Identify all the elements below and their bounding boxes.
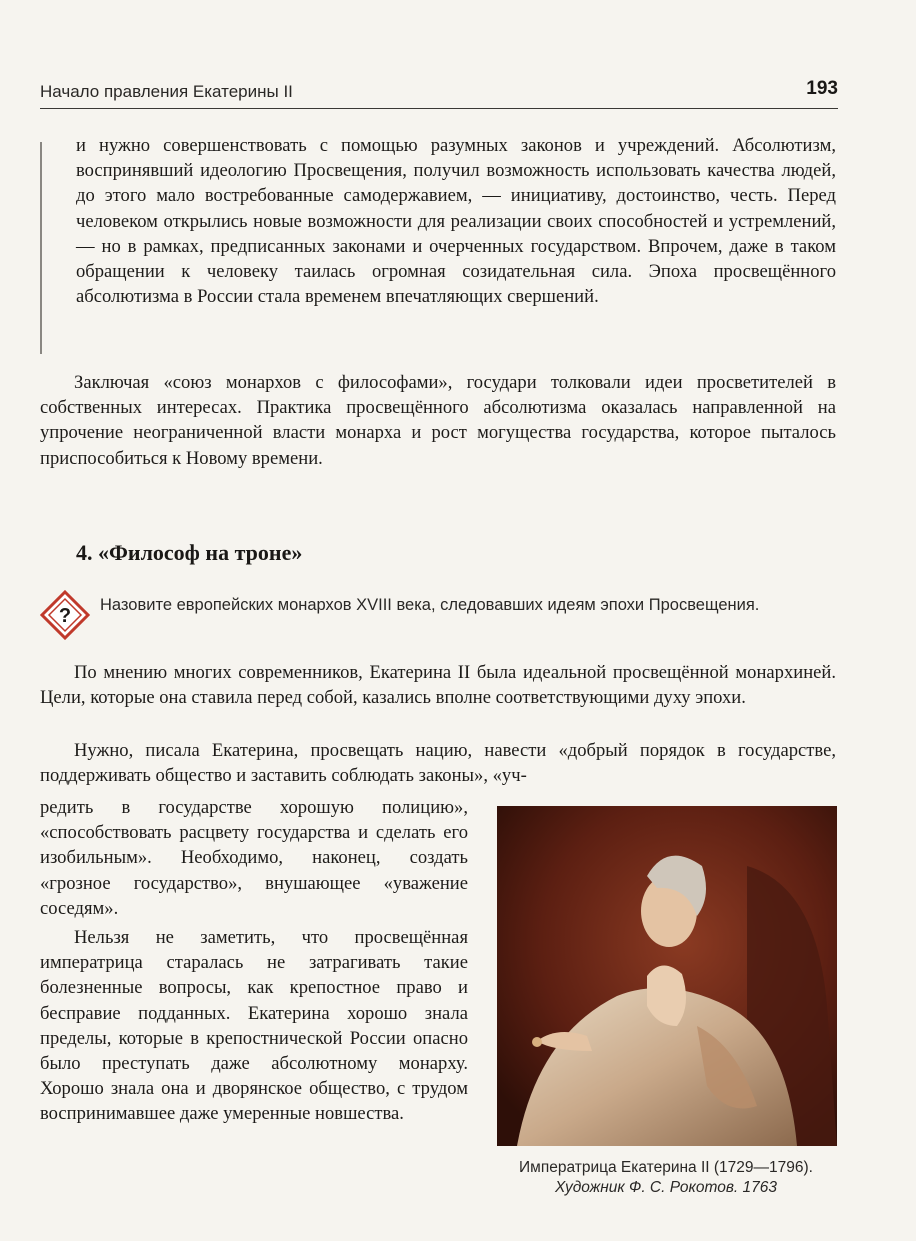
portrait-image xyxy=(497,806,837,1146)
note-block xyxy=(76,133,836,309)
body-paragraph-1 xyxy=(40,370,836,471)
paragraph-text: Нельзя не заметить, что просвещённая императрица старалась не затрагивать такие болезненные вопросы, как крепостное право и бесправие подданных. Екатерина хорошо знала пределы, которые в крепостнической России опасно было преступать даже абсолютному монарху. Хорошо знала она и дворянское общество, с трудом воспринимавшее даже умеренные новшества. xyxy=(40,927,468,1125)
question-symbol: ? xyxy=(58,605,72,627)
paragraph-text: Заключая «союз монархов с философами», государи толковали идеи просветителей в собственных интересах. Практика просвещённого абсолютизма оказалась направленной на упрочение неограниченной власти монарха и рост могущества государства, которое пыталось приспособиться к Новому времени. xyxy=(40,372,836,469)
paragraph-text: Нужно, писала Екатерина, просвещать нацию, навести «добрый порядок в государстве, поддерживать общество и заставить соблюдать законы», «уч- xyxy=(40,740,836,787)
body-paragraph-4 xyxy=(40,795,468,1127)
paragraph-continuation: редить в государстве хорошую полицию», «способствовать расцвету государства и сделать его изобильным». Необходимо, наконец, создать «грозное государство», внушающее «уважение соседям». xyxy=(40,797,468,919)
note-paragraph: и нужно совершенствовать с помощью разумных законов и учреждений. Абсолютизм, воспринявший идеологию Просвещения, получил возможность использовать качества людей, до этого мало востребованные самодержавием, — инициативу, достоинство, честь. Перед человеком открылись новые возможности для реализации своих способностей и устремлений, — но в рамках, предписанных законами и очерченных государством. Впрочем, даже в таком обращении к человеку таилась огромная созидательная сила. Эпоха просвещённого абсолютизма в России стала временем впечатляющих свершений. xyxy=(76,135,836,308)
caption-title: Императрица Екатерина II (1729—1796). xyxy=(519,1159,813,1176)
note-margin-bar xyxy=(40,142,42,354)
chapter-title: Начало правления Екатерины II xyxy=(40,82,293,101)
section-heading: 4. «Философ на троне» xyxy=(76,540,303,565)
question-icon xyxy=(40,590,90,640)
body-paragraph-2 xyxy=(40,660,836,710)
paragraph-text: По мнению многих современников, Екатерина II была идеальной просвещённой монархиней. Цели, которые она ставила перед собой, казались вполне соответствующими духу эпохи. xyxy=(40,662,836,709)
question-text: Назовите европейских монархов XVIII века, следовавших идеям эпохи Просвещения. xyxy=(100,596,760,614)
body-paragraph-3 xyxy=(40,738,836,788)
page-header xyxy=(40,78,838,109)
figure-caption xyxy=(490,1158,842,1198)
caption-artist: Художник Ф. С. Рокотов. 1763 xyxy=(554,1179,778,1196)
page-number: 193 xyxy=(806,78,838,99)
